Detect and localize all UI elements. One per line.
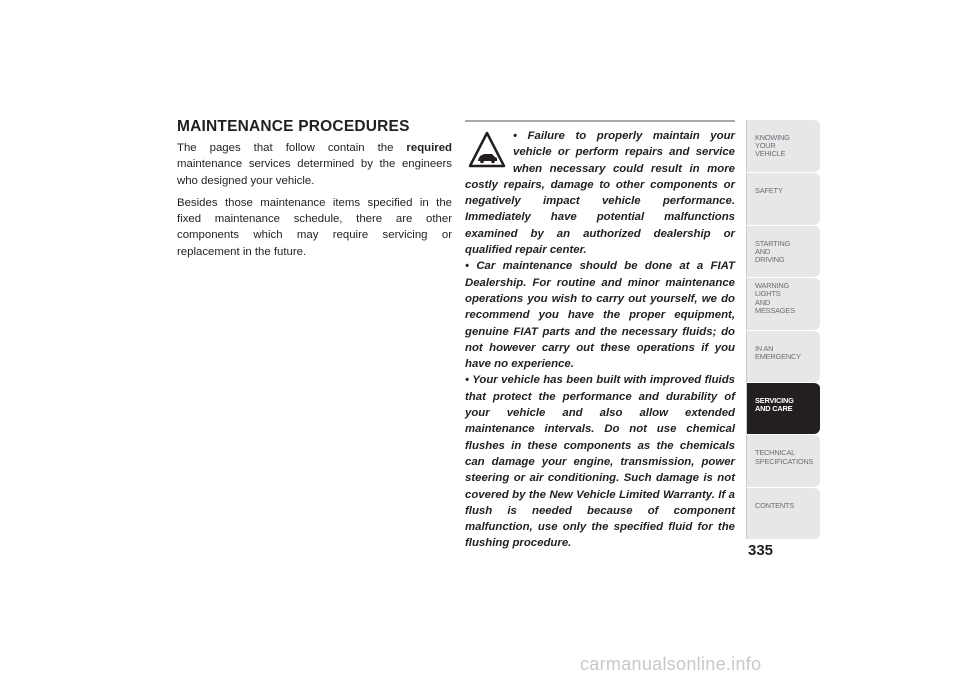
tab-label: TECHNICAL SPECIFICATIONS bbox=[755, 448, 814, 466]
tab-knowing-your-vehicle[interactable] bbox=[746, 120, 820, 172]
section-heading: MAINTENANCE PROCEDURES bbox=[177, 118, 410, 135]
warning-item-1: • Failure to properly maintain your vehicle or perform repairs and service when necessary could result in more costly repairs, damage to other components or negatively impact vehicle performance. Immediately have potential malfunctions examined by an authorized dealership or qualified repair center. bbox=[465, 130, 735, 257]
tab-servicing-and-care[interactable] bbox=[746, 382, 820, 434]
tab-safety[interactable] bbox=[746, 172, 820, 224]
chapter-tabs bbox=[746, 120, 820, 539]
intro-paragraph bbox=[177, 140, 452, 189]
tab-label: STARTING AND DRIVING bbox=[755, 238, 791, 265]
tab-label: WARNING LIGHTS AND MESSAGES bbox=[755, 281, 795, 315]
tab-contents[interactable] bbox=[746, 487, 820, 539]
page-number: 335 bbox=[748, 542, 774, 559]
tab-in-an-emergency[interactable] bbox=[746, 330, 820, 382]
tab-label: IN AN EMERGENCY bbox=[755, 343, 801, 361]
tab-label: CONTENTS bbox=[755, 500, 795, 510]
intro-text-start: The pages that follow contain the bbox=[177, 142, 407, 154]
intro-text-required: required bbox=[406, 142, 452, 154]
warning-triangle-icon bbox=[467, 130, 507, 170]
maintenance-section bbox=[177, 118, 452, 266]
watermark: carmanualsonline.info bbox=[580, 654, 762, 674]
tab-label: SAFETY bbox=[755, 186, 783, 196]
tab-label: SERVICING AND CARE bbox=[755, 395, 794, 414]
tab-label: KNOWING YOUR VEHICLE bbox=[755, 133, 790, 159]
tab-warning-lights-and-messages[interactable] bbox=[746, 277, 820, 329]
additional-paragraph: Besides those maintenance items specified in the fixed maintenance schedule, there are other components which may require servicing or replacement in the future. bbox=[177, 196, 452, 258]
warning-item-2: • Car maintenance should be done at a FIAT Dealership. For routine and minor maintenance operations you wish to carry out yourself, we do recommend you have the proper equipment, genuine FIAT parts and the necessary fluids; do not however carry out these operations if you have no experience. bbox=[465, 260, 735, 371]
warning-item-3: • Your vehicle has been built with improved fluids that protect the performance and durability of your vehicle and also allow extended maintenance intervals. Do not use chemical flushes in these components as the chemicals can damage your engine, transmission, power steering or air conditioning. Such damage is not covered by the New Vehicle Limited Warranty. If a flush is needed because of component malfunction, use only the specified fluid for the flushing procedure. bbox=[465, 374, 735, 550]
warning-box bbox=[465, 120, 735, 552]
intro-text-end: maintenance services determined by the engineers who designed your vehicle. bbox=[177, 158, 452, 187]
tab-technical-specifications[interactable] bbox=[746, 434, 820, 486]
tab-starting-and-driving[interactable] bbox=[746, 225, 820, 277]
